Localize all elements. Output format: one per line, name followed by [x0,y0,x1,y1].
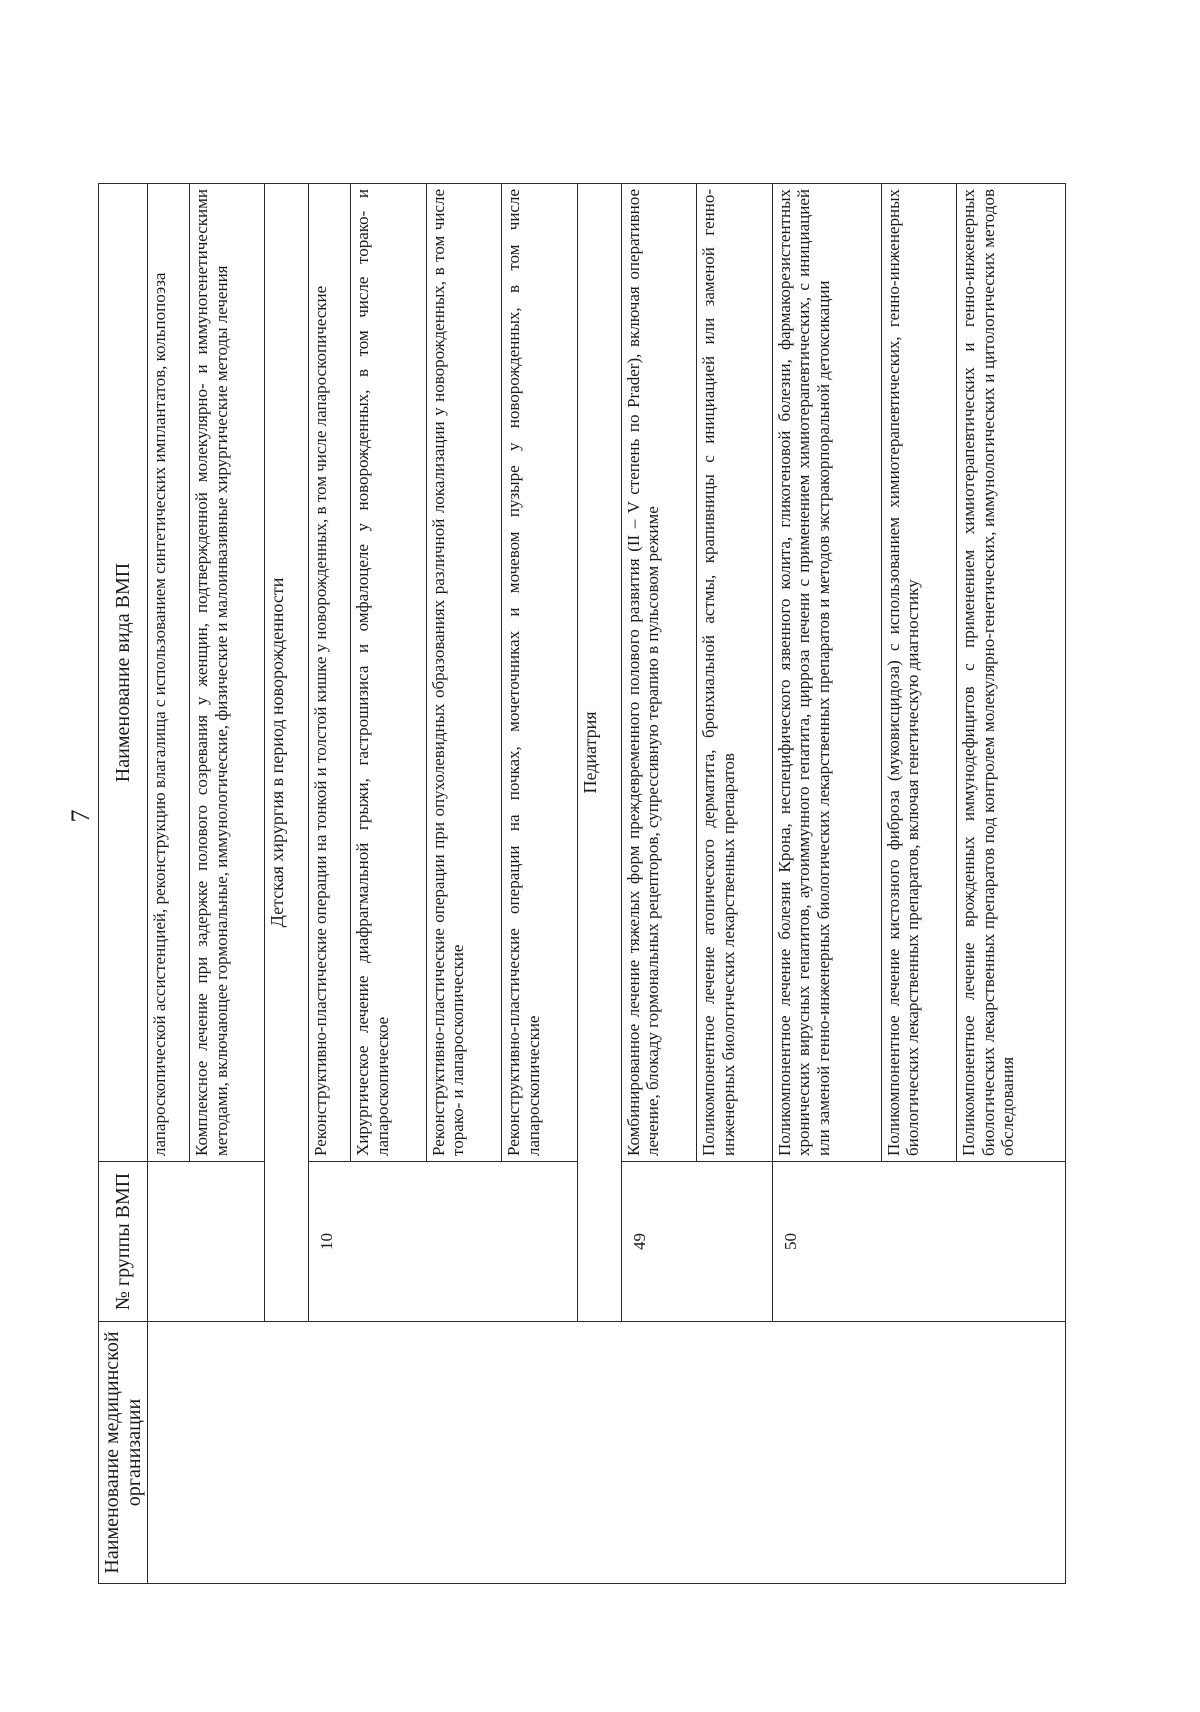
table-row [148,184,190,1584]
vmp-description: Комплексное лечение при задержке полового созревания у женщин, подтвержденной молекулярно- и иммуногенетическими методами, включающее гормональные, иммунологические, физические и малоинвазивные хирургические методы лечения [190,184,265,1162]
vmp-description: Поликомпонентное лечение болезни Крона, неспецифического язвенного колита, гликогеновой болезни, фармакорезистентных хронических вирусных гепатитов, аутоиммунного гепатита, цирроза печени с применением химиотерапевтических, с инициацией или заменой генно-инженерных биологических лекарственных препаратов и методов экстракорпоральной детоксикации [772,184,881,1162]
vmp-description: лапароскопической ассистенцией, реконструкцию влагалища с использованием синтетических имплантатов, кольпопоэза [148,184,190,1162]
group-number-10: 10 [309,1162,577,1322]
vmp-table [98,183,1066,1584]
vmp-description: Поликомпонентное лечение кистозного фиброза (муковисцидоза) с использованием химиотерапевтических, генно-инженерных биологических лекарственных препаратов, включая генетическую диагностику [881,184,956,1162]
section-title: Детская хирургия в период новорожденности [265,184,309,1322]
vmp-description: Реконструктивно-пластические операции на почках, мочеточниках и мочевом пузыре у новорожденных, в том числе лапароскопические [502,184,577,1162]
organization-cell [148,1322,1066,1584]
vmp-description: Поликомпонентное лечение атопического дерматита, бронхиальной астмы, крапивницы с инициацией или заменой генно-инженерных биологических лекарственных препаратов [697,184,772,1162]
group-number-49: 49 [621,1162,772,1322]
table-header-row [99,184,148,1584]
vmp-description: Реконструктивно-пластические операции при опухолевидных образованиях различной локализации у новорожденных, в том числе торако- и лапароскопические [426,184,501,1162]
group-number-50: 50 [772,1162,1065,1322]
header-vmp-name: Наименование вида ВМП [99,184,148,1162]
group-cell [148,1162,265,1322]
vmp-description: Реконструктивно-пластические операции на тонкой и толстой кишке у новорожденных, в том числе лапароскопические [309,184,351,1162]
vmp-description: Хирургическое лечение диафрагмальной грыжи, гастрошизиса и омфалоцеле у новорожденных, в том числе торако- и лапароскопическое [351,184,426,1162]
header-group-number: № группы ВМП [99,1162,148,1322]
header-organization: Наименование медицинской организации [99,1322,148,1584]
vmp-description: Комбинированное лечение тяжелых форм преждевременного полового развития (II – V степень по Prader), включая оперативное лечение, блокаду гормональных рецепторов, супрессивную терапию в пульсовом режиме [621,184,696,1162]
rotated-table-sheet [98,184,1066,1584]
page-number: 7 [66,809,95,823]
vmp-description: Поликомпонентное лечение врожденных иммунодефицитов с применением химиотерапевтических и генно-инженерных биологических лекарственных препаратов под контролем молекулярно-генетических, иммунологических и цитологических методов обследования [956,184,1065,1162]
section-title: Педиатрия [577,184,621,1322]
